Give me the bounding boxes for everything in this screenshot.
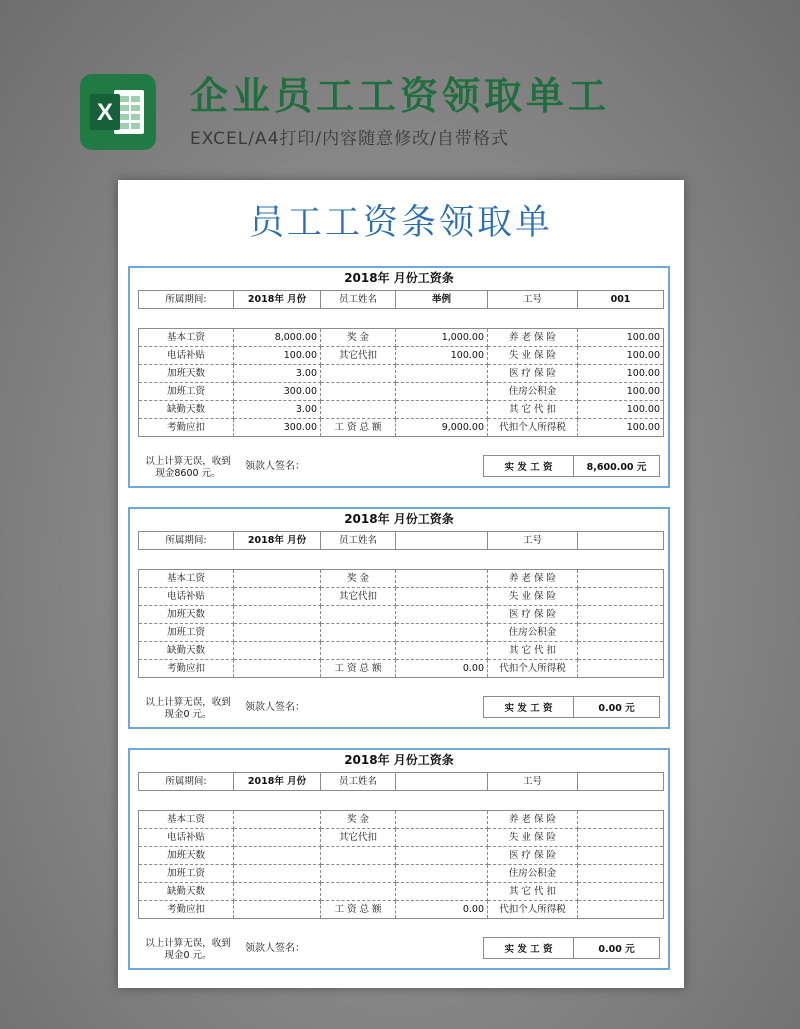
item-value[interactable] [234, 660, 321, 678]
slip-title: 2018年 月份工资条 [344, 271, 454, 285]
net-pay-label: 实 发 工 资 [484, 938, 574, 959]
signature-label: 领款人签名： [245, 943, 305, 954]
name-value[interactable] [396, 773, 488, 791]
item-value[interactable] [396, 811, 488, 829]
item-value[interactable]: 100.00 [578, 365, 664, 383]
item-label: 缺勤天数 [139, 401, 234, 419]
item-label: 考勤应扣 [139, 419, 234, 437]
item-label: 医 疗 保 险 [488, 847, 578, 865]
salary-slip [128, 507, 670, 729]
item-label: 基本工资 [139, 329, 234, 347]
item-label: 住房公积金 [488, 383, 578, 401]
id-value[interactable] [578, 532, 664, 550]
net-pay-box [483, 455, 660, 477]
name-value[interactable]: 举例 [396, 291, 488, 309]
item-label: 代扣个人所得税 [488, 901, 578, 919]
item-label: 奖 金 [321, 329, 396, 347]
item-value[interactable]: 100.00 [234, 347, 321, 365]
id-label: 工号 [488, 773, 578, 791]
item-value[interactable] [234, 847, 321, 865]
net-pay-value[interactable]: 0.00 元 [574, 697, 660, 718]
item-value[interactable]: 300.00 [234, 419, 321, 437]
name-value[interactable] [396, 532, 488, 550]
item-value[interactable] [234, 588, 321, 606]
item-value[interactable]: 8,000.00 [234, 329, 321, 347]
slip-title: 2018年 月份工资条 [344, 753, 454, 767]
item-label: 基本工资 [139, 811, 234, 829]
item-value[interactable] [234, 642, 321, 660]
salary-slip [128, 266, 670, 488]
item-label: 住房公积金 [488, 624, 578, 642]
page-subtitle: EXCEL/A4打印/内容随意修改/自带格式 [190, 129, 509, 149]
item-value[interactable]: 300.00 [234, 383, 321, 401]
item-label: 基本工资 [139, 570, 234, 588]
name-label: 员工姓名 [321, 532, 396, 550]
period-value[interactable]: 2018年 月份 [234, 773, 321, 791]
id-label: 工号 [488, 291, 578, 309]
item-value[interactable] [234, 901, 321, 919]
period-label: 所属期间: [139, 773, 234, 791]
item-value[interactable] [396, 588, 488, 606]
id-value[interactable]: 001 [578, 291, 664, 309]
item-label: 加班天数 [139, 847, 234, 865]
item-value[interactable]: 0.00 [396, 901, 488, 919]
item-value[interactable]: 100.00 [578, 329, 664, 347]
table-row [139, 347, 664, 365]
period-label: 所属期间: [139, 532, 234, 550]
item-value[interactable]: 100.00 [578, 401, 664, 419]
item-label: 考勤应扣 [139, 901, 234, 919]
signature-label: 领款人签名： [245, 702, 305, 713]
table-row [139, 901, 664, 919]
page-title: 企业员工工资领取单工 [190, 74, 611, 118]
net-pay-label: 实 发 工 资 [484, 456, 574, 477]
slip-detail-table [138, 810, 664, 919]
net-pay-box [483, 937, 660, 959]
item-label: 工 资 总 额 [321, 419, 396, 437]
item-value[interactable]: 1,000.00 [396, 329, 488, 347]
item-label: 加班工资 [139, 865, 234, 883]
slip-header-table [138, 290, 664, 309]
item-value[interactable]: 100.00 [578, 383, 664, 401]
item-label: 电话补贴 [139, 347, 234, 365]
period-value[interactable]: 2018年 月份 [234, 532, 321, 550]
item-label [321, 847, 396, 865]
item-value[interactable] [578, 901, 664, 919]
item-label: 医 疗 保 险 [488, 606, 578, 624]
item-value[interactable] [396, 606, 488, 624]
item-value[interactable] [396, 847, 488, 865]
item-value[interactable] [396, 401, 488, 419]
item-value[interactable] [578, 588, 664, 606]
item-value[interactable] [578, 865, 664, 883]
salary-slip [128, 748, 670, 970]
item-label: 其 它 代 扣 [488, 401, 578, 419]
item-value[interactable] [578, 847, 664, 865]
item-label: 其 它 代 扣 [488, 883, 578, 901]
item-value[interactable] [578, 829, 664, 847]
net-pay-box [483, 696, 660, 718]
item-label: 奖 金 [321, 811, 396, 829]
item-label: 加班天数 [139, 606, 234, 624]
item-label [321, 883, 396, 901]
table-row [139, 329, 664, 347]
table-row [139, 624, 664, 642]
slip-title: 2018年 月份工资条 [344, 512, 454, 526]
item-label: 失 业 保 险 [488, 829, 578, 847]
slip-detail-table [138, 569, 664, 678]
item-value[interactable] [234, 606, 321, 624]
item-label [321, 624, 396, 642]
item-value[interactable] [396, 624, 488, 642]
item-value[interactable] [578, 883, 664, 901]
item-value[interactable] [234, 811, 321, 829]
table-row [139, 588, 664, 606]
item-value[interactable] [578, 811, 664, 829]
item-value[interactable]: 9,000.00 [396, 419, 488, 437]
item-value[interactable] [234, 570, 321, 588]
excel-logo-icon [80, 74, 156, 150]
item-label [321, 383, 396, 401]
item-label: 其它代扣 [321, 347, 396, 365]
table-row [139, 365, 664, 383]
item-value[interactable]: 0.00 [396, 660, 488, 678]
item-value[interactable]: 100.00 [578, 347, 664, 365]
item-value[interactable] [396, 642, 488, 660]
item-label: 养 老 保 险 [488, 811, 578, 829]
id-label: 工号 [488, 532, 578, 550]
item-value[interactable] [578, 660, 664, 678]
item-label: 加班天数 [139, 365, 234, 383]
item-label: 失 业 保 险 [488, 588, 578, 606]
document-title: 员工工资条领取单 [248, 203, 553, 243]
slip-header-table [138, 531, 664, 550]
item-label: 工 资 总 额 [321, 660, 396, 678]
net-pay-value[interactable]: 8,600.00 元 [574, 456, 660, 477]
item-value[interactable] [578, 570, 664, 588]
item-label: 缺勤天数 [139, 883, 234, 901]
table-row [139, 865, 664, 883]
table-row [139, 883, 664, 901]
item-value[interactable] [578, 606, 664, 624]
item-value[interactable] [396, 829, 488, 847]
confirmation-note: 以上计算无误，收到现金0 元。 [145, 697, 231, 720]
table-row [139, 570, 664, 588]
item-label: 失 业 保 险 [488, 347, 578, 365]
net-pay-value[interactable]: 0.00 元 [574, 938, 660, 959]
item-label: 养 老 保 险 [488, 329, 578, 347]
slip-detail-table [138, 328, 664, 437]
item-label: 其 它 代 扣 [488, 642, 578, 660]
item-value[interactable]: 3.00 [234, 365, 321, 383]
item-label: 其它代扣 [321, 588, 396, 606]
item-value[interactable] [578, 624, 664, 642]
table-row [139, 660, 664, 678]
name-label: 员工姓名 [321, 773, 396, 791]
item-value[interactable] [396, 383, 488, 401]
table-row [139, 606, 664, 624]
document-page [118, 180, 684, 988]
item-label: 代扣个人所得税 [488, 660, 578, 678]
table-row [139, 419, 664, 437]
item-value[interactable]: 100.00 [578, 419, 664, 437]
id-value[interactable] [578, 773, 664, 791]
item-label: 奖 金 [321, 570, 396, 588]
item-label: 考勤应扣 [139, 660, 234, 678]
item-label [321, 606, 396, 624]
item-label: 缺勤天数 [139, 642, 234, 660]
item-label: 工 资 总 额 [321, 901, 396, 919]
table-row [139, 847, 664, 865]
item-label [321, 642, 396, 660]
item-label [321, 401, 396, 419]
table-row [139, 383, 664, 401]
confirmation-note: 以上计算无误，收到现金0 元。 [145, 938, 231, 961]
item-value[interactable]: 3.00 [234, 401, 321, 419]
period-value[interactable]: 2018年 月份 [234, 291, 321, 309]
net-pay-label: 实 发 工 资 [484, 697, 574, 718]
item-label: 其它代扣 [321, 829, 396, 847]
table-row [139, 829, 664, 847]
item-label: 电话补贴 [139, 829, 234, 847]
item-value[interactable] [234, 829, 321, 847]
item-value[interactable] [396, 865, 488, 883]
table-row [139, 642, 664, 660]
item-value[interactable] [234, 865, 321, 883]
item-label: 医 疗 保 险 [488, 365, 578, 383]
item-value[interactable]: 100.00 [396, 347, 488, 365]
item-value[interactable] [234, 883, 321, 901]
item-value[interactable] [396, 365, 488, 383]
item-label: 加班工资 [139, 383, 234, 401]
logo-letter: X [96, 99, 114, 126]
table-row [139, 401, 664, 419]
item-value[interactable] [396, 570, 488, 588]
confirmation-note: 以上计算无误，收到现金8600 元。 [145, 456, 231, 479]
item-value[interactable] [578, 642, 664, 660]
item-label: 住房公积金 [488, 865, 578, 883]
name-label: 员工姓名 [321, 291, 396, 309]
item-value[interactable] [234, 624, 321, 642]
item-label [321, 365, 396, 383]
period-label: 所属期间: [139, 291, 234, 309]
item-label: 电话补贴 [139, 588, 234, 606]
item-label: 养 老 保 险 [488, 570, 578, 588]
item-label: 代扣个人所得税 [488, 419, 578, 437]
signature-label: 领款人签名： [245, 461, 305, 472]
table-row [139, 811, 664, 829]
slip-header-table [138, 772, 664, 791]
item-label: 加班工资 [139, 624, 234, 642]
item-label [321, 865, 396, 883]
item-value[interactable] [396, 883, 488, 901]
